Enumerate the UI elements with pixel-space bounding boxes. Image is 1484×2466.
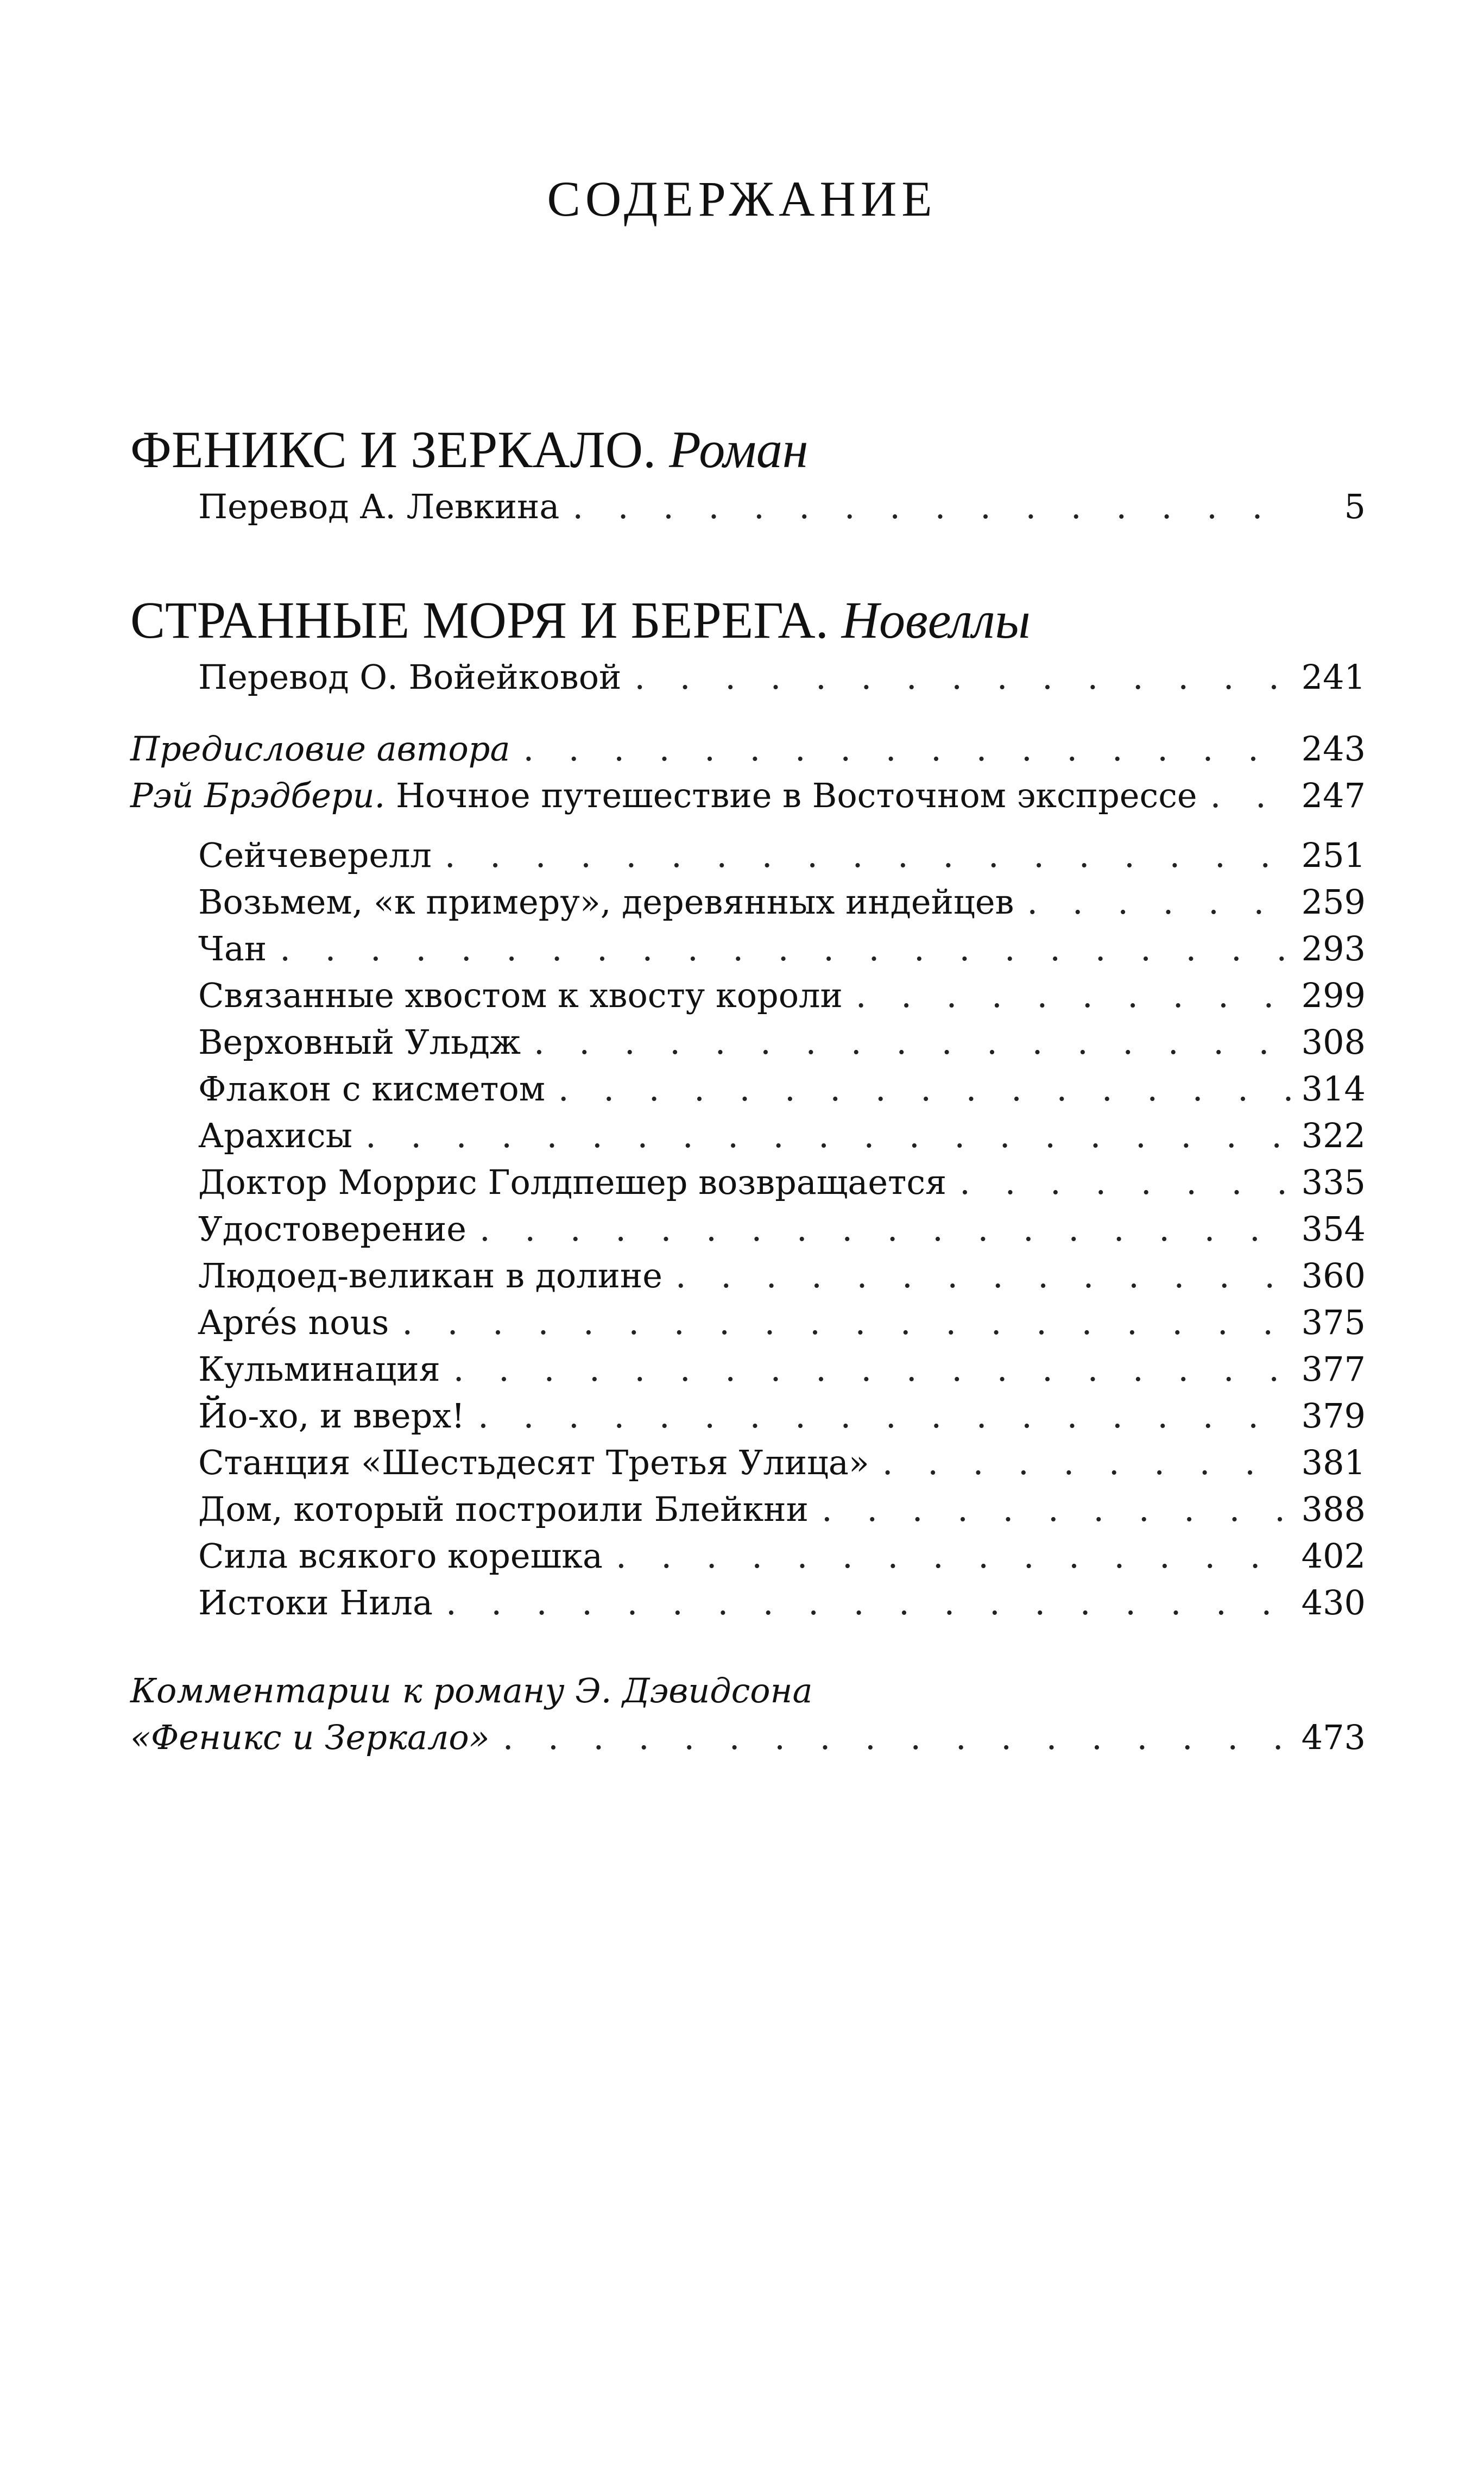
part-genre: Роман — [669, 420, 809, 479]
toc-entry-story[interactable] — [130, 1443, 1366, 1482]
entry-label: Чан — [198, 929, 267, 968]
dot-leader — [882, 1446, 1292, 1480]
toc-entry-translation-voyeykova[interactable] — [130, 657, 1366, 697]
toc-entry-story[interactable] — [130, 1303, 1366, 1342]
page-number: 5 — [1344, 487, 1366, 526]
dot-leader — [856, 979, 1292, 1012]
entry-label: Сейчеверелл — [198, 835, 432, 875]
dot-leader — [445, 839, 1292, 872]
entry-label: Людоед-великан в долине — [198, 1256, 662, 1295]
toc-entry-story[interactable] — [130, 1209, 1366, 1249]
page-number: 322 — [1301, 1116, 1366, 1155]
story-list — [130, 835, 1366, 1622]
page-number: 293 — [1301, 929, 1366, 968]
part-heading-phoenix — [130, 420, 1366, 479]
entry-label-line2: «Феникс и Зеркало» — [130, 1718, 490, 1757]
entry-label-line1: Комментарии к роману Э. Дэвидсона — [130, 1671, 813, 1710]
dot-leader — [572, 490, 1296, 524]
page-number: 314 — [1301, 1069, 1366, 1109]
entry-label: Истоки Нила — [198, 1583, 433, 1622]
dot-leader — [402, 1306, 1291, 1339]
entry-label: Флакон с кисметом — [198, 1069, 545, 1109]
toc-entry-commentary[interactable] — [130, 1671, 1366, 1757]
toc-entry-story[interactable] — [130, 1489, 1366, 1529]
table-of-contents — [130, 420, 1366, 1757]
toc-entry-story[interactable] — [130, 835, 1366, 875]
toc-entry-story[interactable] — [130, 882, 1366, 922]
dot-leader — [634, 660, 1291, 694]
page-number: 430 — [1301, 1583, 1366, 1622]
entry-label: Арахисы — [198, 1116, 352, 1155]
entry-label: Кульминация — [198, 1349, 440, 1389]
entry-label: Удостоверение — [198, 1209, 466, 1249]
page-number: 473 — [1301, 1718, 1366, 1757]
page-number: 335 — [1301, 1162, 1366, 1202]
entry-label: Возьмем, «к примеру», деревянных индейцев — [198, 882, 1014, 922]
toc-entry-bradbury-intro[interactable] — [130, 776, 1366, 815]
page-number: 241 — [1301, 657, 1366, 697]
page-number: 259 — [1301, 882, 1366, 922]
part-heading-strange-seas — [130, 591, 1366, 649]
entry-label: Сила всякого корешка — [198, 1536, 603, 1576]
toc-entry-translation-levkin[interactable] — [130, 487, 1366, 526]
part-title: СТРАННЫЕ МОРЯ И БЕРЕГА. — [130, 591, 829, 649]
page-number: 251 — [1301, 835, 1366, 875]
entry-label: Станция «Шестьдесят Третья Улица» — [198, 1443, 869, 1482]
toc-entry-story[interactable] — [130, 1069, 1366, 1109]
dot-leader — [959, 1166, 1291, 1199]
toc-entry-preface[interactable] — [130, 729, 1366, 769]
page-number: 377 — [1301, 1349, 1366, 1389]
entry-label: Aprés nous — [198, 1303, 389, 1342]
toc-entry-story[interactable] — [130, 1116, 1366, 1155]
dot-leader — [478, 1399, 1292, 1433]
dot-leader — [675, 1259, 1292, 1293]
page-number: 354 — [1301, 1209, 1366, 1249]
entry-author: Рэй Брэдбери. — [130, 776, 386, 815]
part-genre: Новеллы — [841, 591, 1031, 649]
entry-label: Предисловие автора — [130, 729, 510, 769]
toc-entry-story[interactable] — [130, 976, 1366, 1015]
entry-label: Ночное путешествие в Восточном экспрессе — [395, 776, 1197, 815]
dot-leader — [365, 1119, 1292, 1153]
dot-leader — [479, 1212, 1292, 1246]
entry-label: Йо-хо, и вверх! — [198, 1396, 465, 1436]
part-title: ФЕНИКС И ЗЕРКАЛО. — [130, 420, 656, 479]
dot-leader — [616, 1539, 1292, 1573]
dot-leader — [453, 1352, 1292, 1386]
page-number: 381 — [1301, 1443, 1366, 1482]
dot-leader — [523, 732, 1291, 766]
dot-leader — [1210, 779, 1292, 813]
toc-entry-story[interactable] — [130, 1256, 1366, 1295]
dot-leader — [280, 932, 1291, 966]
entry-label: Доктор Моррис Голдпешер возвращается — [198, 1162, 947, 1202]
page-number: 299 — [1301, 976, 1366, 1015]
toc-entry-story[interactable] — [130, 1583, 1366, 1622]
page-number: 360 — [1301, 1256, 1366, 1295]
dot-leader — [446, 1586, 1292, 1620]
page-number: 243 — [1301, 729, 1366, 769]
page-number: 379 — [1301, 1396, 1366, 1436]
entry-label: Перевод А. Левкина — [198, 487, 560, 526]
page-number: 247 — [1301, 776, 1366, 815]
dot-leader — [534, 1026, 1292, 1059]
dot-leader — [503, 1721, 1292, 1754]
entry-label: Дом, который построили Блейкни — [198, 1489, 809, 1529]
dot-leader — [1027, 885, 1291, 919]
dot-leader — [822, 1493, 1292, 1526]
toc-entry-story[interactable] — [130, 1536, 1366, 1576]
toc-entry-story[interactable] — [130, 1349, 1366, 1389]
entry-label: Перевод О. Войейковой — [198, 657, 622, 697]
dot-leader — [558, 1072, 1292, 1106]
toc-entry-story[interactable] — [130, 1162, 1366, 1202]
toc-entry-story[interactable] — [130, 929, 1366, 968]
page-number: 402 — [1301, 1536, 1366, 1576]
page-number: 375 — [1301, 1303, 1366, 1342]
entry-label: Связанные хвостом к хвосту короли — [198, 976, 843, 1015]
page-number: 388 — [1301, 1489, 1366, 1529]
toc-entry-story[interactable] — [130, 1396, 1366, 1436]
page-number: 308 — [1301, 1022, 1366, 1062]
entry-label: Верховный Ульдж — [198, 1022, 521, 1062]
toc-entry-story[interactable] — [130, 1022, 1366, 1062]
page-title: СОДЕРЖАНИЕ — [547, 171, 937, 227]
